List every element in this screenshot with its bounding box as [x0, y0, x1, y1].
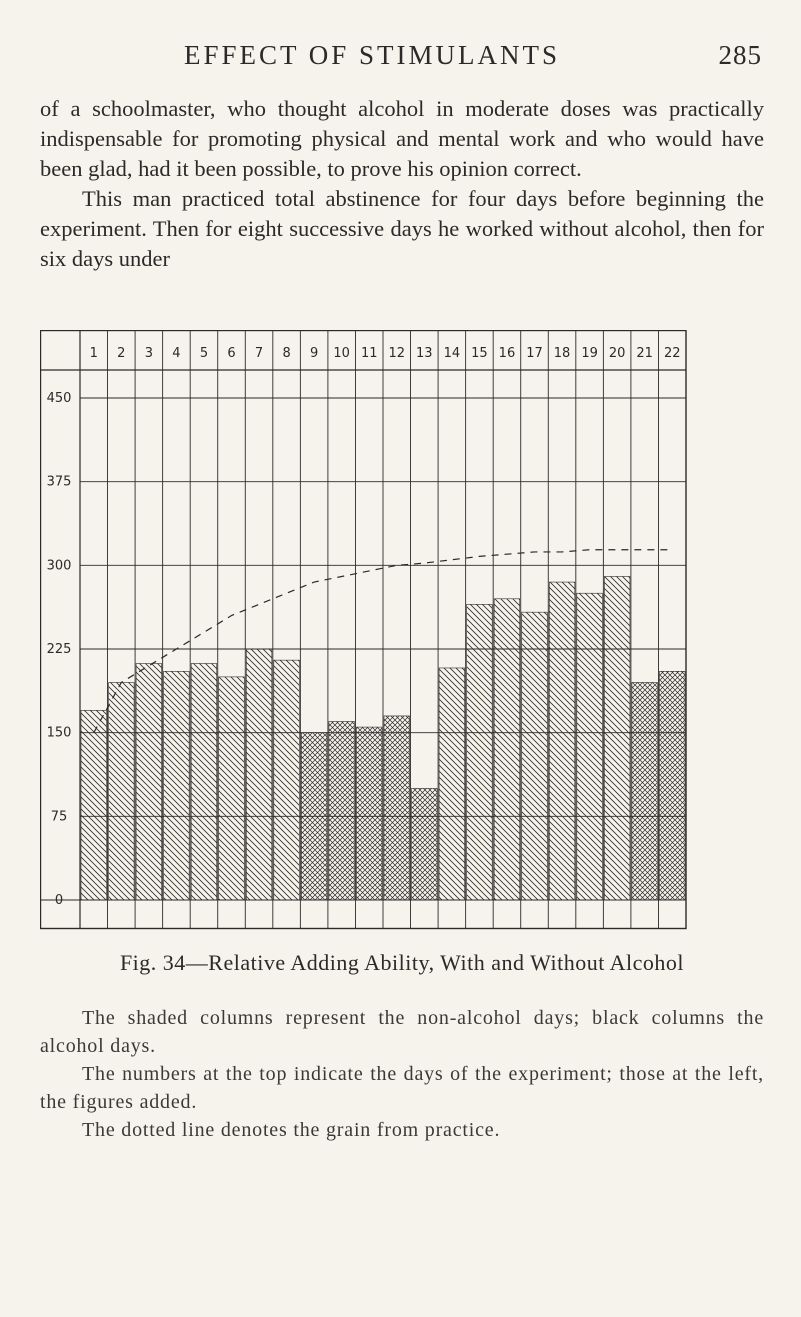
paragraph-1: of a schoolmaster, who thought alcohol in moderate doses was practically indispensable for promoting physical and mental work and who would have been glad, had it been possible, to prove his opinion correct.: [40, 96, 764, 181]
bar-day-22: [659, 671, 685, 900]
bar-day-21: [632, 682, 658, 900]
page-number: 285: [718, 40, 762, 70]
bar-day-16: [494, 599, 520, 900]
day-label-15: 15: [471, 346, 488, 361]
bar-day-5: [191, 664, 217, 900]
day-label-4: 4: [172, 346, 181, 361]
bar-day-1: [81, 710, 107, 900]
day-label-20: 20: [608, 346, 626, 361]
y-tick-375: 375: [46, 474, 72, 490]
bar-day-11: [356, 727, 382, 900]
y-tick-0: 0: [54, 893, 64, 908]
bar-day-7: [246, 649, 272, 900]
bar-day-13: [412, 788, 438, 900]
y-tick-225: 225: [46, 642, 72, 657]
y-tick-300: 300: [46, 558, 72, 574]
day-label-8: 8: [282, 346, 291, 361]
y-tick-450: 450: [46, 391, 72, 406]
bar-day-3: [136, 664, 162, 900]
adding-ability-chart: [40, 330, 764, 930]
figure-note-2: The numbers at the top indicate the days of the experiment; those at the left, the figures added.: [40, 1063, 764, 1113]
day-label-1: 1: [89, 346, 98, 361]
figure-34: [40, 330, 764, 930]
running-head: [42, 40, 762, 80]
bar-day-8: [274, 660, 300, 900]
day-label-12: 12: [388, 346, 406, 361]
day-label-5: 5: [199, 346, 209, 361]
bar-day-9: [301, 733, 327, 900]
day-label-18: 18: [553, 346, 571, 361]
bar-day-6: [219, 677, 245, 900]
day-label-22: 22: [663, 346, 681, 361]
day-label-16: 16: [498, 346, 516, 361]
bar-day-14: [439, 668, 465, 900]
bar-day-12: [384, 716, 410, 900]
day-label-3: 3: [144, 346, 154, 361]
paragraph-2: This man practiced total abstinence for four days before beginning the experiment. Then for eight successive days he worked without alcohol, then for six days under: [40, 186, 764, 271]
bar-day-2: [109, 682, 135, 900]
figure-caption: Fig. 34—Relative Adding Ability, With and Without Alcohol: [119, 950, 685, 975]
bar-day-17: [522, 612, 548, 900]
day-label-17: 17: [526, 346, 543, 361]
day-label-11: 11: [360, 346, 378, 361]
body-text: [40, 94, 764, 274]
day-label-21: 21: [636, 346, 653, 361]
day-label-10: 10: [333, 346, 350, 361]
day-label-19: 19: [581, 346, 598, 361]
day-label-7: 7: [254, 346, 264, 361]
bar-day-10: [329, 722, 355, 900]
y-tick-150: 150: [46, 725, 72, 741]
bar-day-15: [467, 604, 493, 900]
day-label-14: 14: [443, 346, 461, 361]
y-tick-75: 75: [50, 809, 68, 825]
bar-day-19: [577, 593, 603, 900]
day-label-2: 2: [117, 346, 126, 361]
day-label-6: 6: [227, 346, 236, 361]
figure-note-1: The shaded columns represent the non-alcohol days; black columns the alcohol days.: [40, 1007, 764, 1057]
figure-note-3: The dotted line denotes the grain from practice.: [82, 1119, 501, 1141]
day-label-9: 9: [309, 346, 319, 361]
day-label-13: 13: [416, 346, 433, 361]
bar-day-4: [164, 671, 190, 900]
bar-day-20: [604, 576, 630, 900]
figure-notes: [40, 1004, 764, 1144]
bar-day-18: [549, 582, 575, 900]
running-head-title: EFFECT OF STIMULANTS: [184, 40, 561, 70]
